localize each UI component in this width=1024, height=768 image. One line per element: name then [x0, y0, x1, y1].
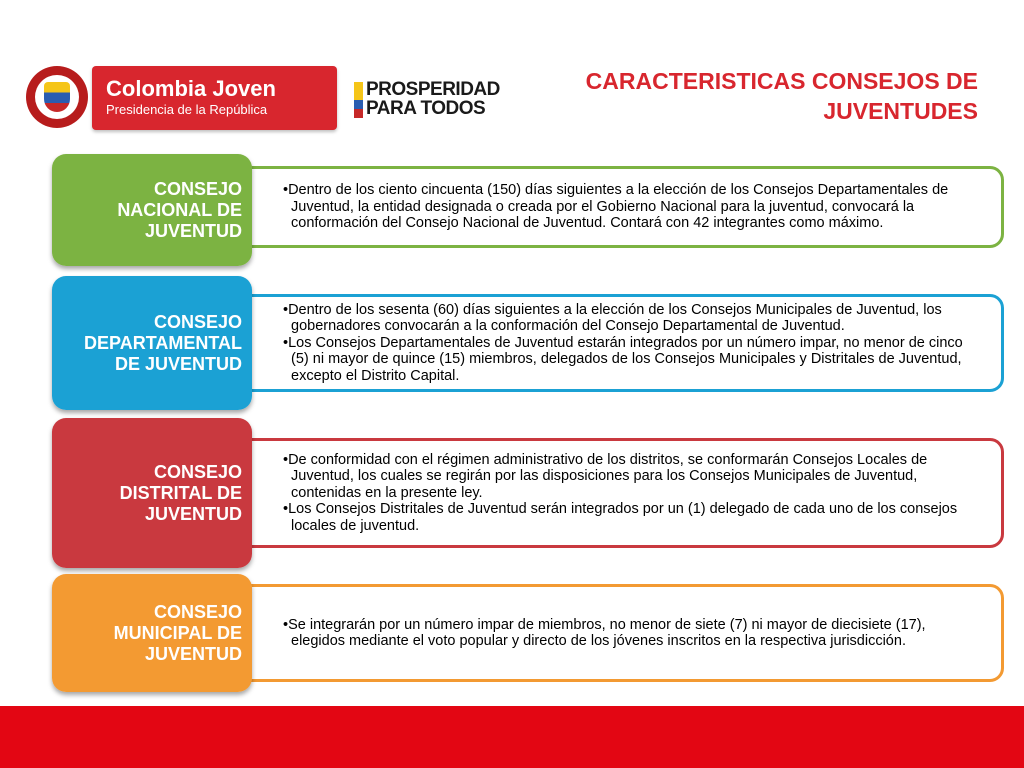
- coat-of-arms-icon: [35, 75, 79, 119]
- label-line: JUVENTUD: [144, 220, 242, 241]
- row-consejo-departamental: [52, 276, 1004, 410]
- bullet-text: • Dentro de los sesenta (60) días siguientes a la elección de los Consejos Municipales de Juventud, los gobernadores convocarán a la conformación del Consejo Departamental de Juventud.: [283, 302, 975, 335]
- colombia-joven-subtitle: Presidencia de la República: [106, 102, 268, 117]
- prosperidad-para-todos-logo: [354, 80, 504, 120]
- prosperidad-line1: PROSPERIDAD: [366, 79, 500, 100]
- bullet-text: • Los Consejos Distritales de Juventud serán integrados por un (1) delegado de cada uno de los consejos locales de juventud.: [283, 501, 975, 534]
- content-box: [192, 438, 1004, 548]
- label-line: JUVENTUD: [144, 503, 242, 524]
- label-box: [52, 276, 252, 410]
- bullet-text: • De conformidad con el régimen administrativo de los distritos, se conformarán Consejos Locales de Juventud, los cuales se regirán por las disposiciones para los Consejos Municipales de Juventud, contenidas en la presente ley.: [283, 452, 975, 502]
- label-box: [52, 574, 252, 692]
- label-line: MUNICIPAL DE: [113, 622, 242, 643]
- bullet-text: • Dentro de los ciento cincuenta (150) días siguientes a la elección de los Consejos Departamentales de Juventud, la entidad designada o creada por el Gobierno Nacional para la juventud, convocará la conformación del Consejo Nacional de Juventud. Contará con 42 integrantes como máximo.: [283, 182, 975, 232]
- colombia-seal-logo: [26, 66, 88, 128]
- footer-bar: [0, 706, 1024, 768]
- label-line: NACIONAL DE: [117, 199, 242, 220]
- shield-icon: [44, 82, 70, 112]
- colombia-joven-logo: [92, 66, 337, 130]
- label-line: CONSEJO: [153, 178, 242, 199]
- bullet-text: • Los Consejos Departamentales de Juventud estarán integrados por un número impar, no menor de cinco (5) ni mayor de quince (15) miembros, delegados de los Consejos Municipales y Distritales de Juventud, excepto el Distrito Capital.: [283, 335, 975, 385]
- bullet-text: • Se integrarán por un número impar de miembros, no menor de siete (7) ni mayor de diecisiete (17), elegidos mediante el voto popular y directo de los jóvenes inscritos en la respectiva jurisdicción.: [283, 617, 975, 650]
- label-line: CONSEJO: [153, 311, 242, 332]
- label-box: [52, 418, 252, 568]
- colombia-joven-name: Colombia Joven: [106, 76, 276, 101]
- row-consejo-distrital: [52, 418, 1004, 568]
- row-consejo-municipal: [52, 574, 1004, 692]
- label-line: DEPARTAMENTAL: [84, 332, 242, 353]
- content-box: [192, 294, 1004, 392]
- title-line2: JUVENTUDES: [823, 98, 978, 124]
- content-box: [192, 584, 1004, 682]
- label-line: CONSEJO: [153, 601, 242, 622]
- label-line: JUVENTUD: [144, 643, 242, 664]
- flag-stripe-icon: [354, 82, 363, 118]
- label-line: DE JUVENTUD: [114, 353, 242, 374]
- page-title: [518, 66, 978, 126]
- title-line1: CARACTERISTICAS CONSEJOS DE: [585, 68, 978, 94]
- label-box: [52, 154, 252, 266]
- prosperidad-line2: PARA TODOS: [366, 98, 486, 119]
- row-consejo-nacional: [52, 154, 1004, 266]
- label-line: DISTRITAL DE: [119, 482, 242, 503]
- content-box: [192, 166, 1004, 248]
- label-line: CONSEJO: [153, 461, 242, 482]
